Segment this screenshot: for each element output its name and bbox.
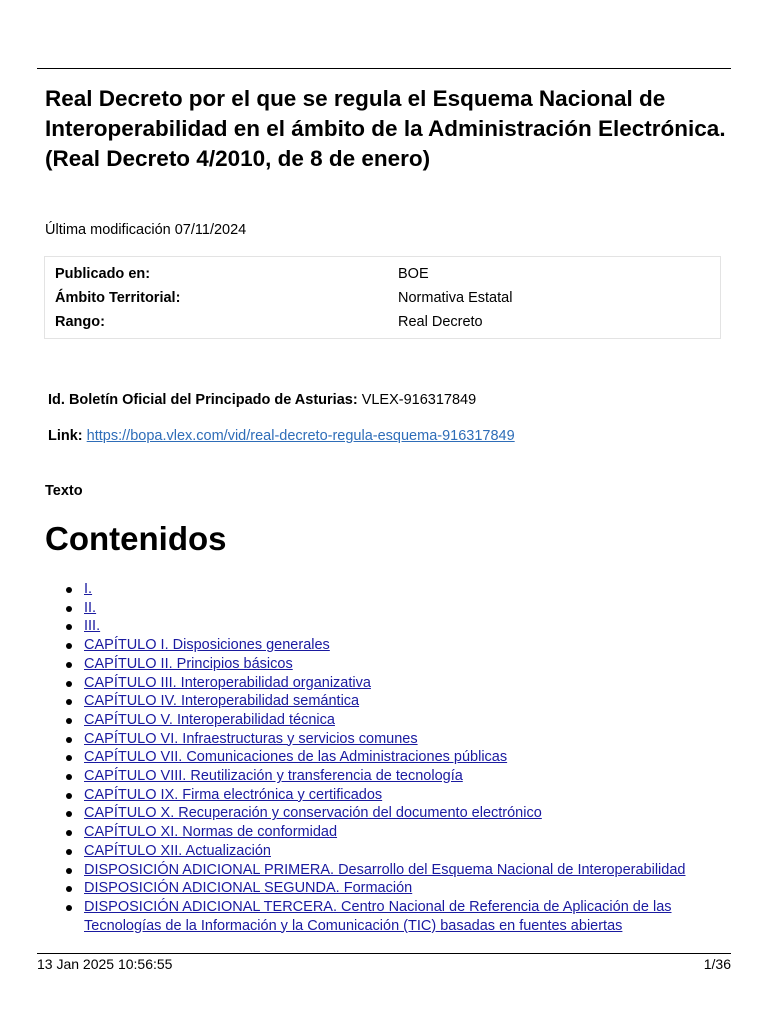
footer-timestamp: 13 Jan 2025 10:56:55 xyxy=(37,956,173,972)
toc-item xyxy=(0,674,768,693)
toc-link[interactable]: CAPÍTULO IV. Interoperabilidad semántica xyxy=(84,693,360,710)
toc-link[interactable]: CAPÍTULO VIII. Reutilización y transferencia de tecnología xyxy=(84,768,463,785)
toc-item xyxy=(0,730,768,749)
last-modified: Última modificación 07/11/2024 xyxy=(45,222,247,238)
bullet-icon xyxy=(66,868,72,874)
document-title: Real Decreto por el que se regula el Esquema Nacional de Interoperabilidad en el ámbito de la Administración Electrónica. (Real Decreto 4/2010, de 8 de enero) xyxy=(45,86,726,171)
toc-link[interactable]: DISPOSICIÓN ADICIONAL PRIMERA. Desarrollo del Esquema Nacional de Interoperabilidad xyxy=(84,861,686,878)
meta-value: Real Decreto xyxy=(398,314,483,330)
bullet-icon xyxy=(66,811,72,817)
meta-label: Rango: xyxy=(55,314,105,330)
toc-link[interactable]: CAPÍTULO V. Interoperabilidad técnica xyxy=(84,711,335,728)
top-divider xyxy=(37,68,731,69)
toc-item xyxy=(0,842,768,861)
id-label: Id. Boletín Oficial del Principado de Asturias: xyxy=(48,392,358,408)
toc-link[interactable]: CAPÍTULO VII. Comunicaciones de las Administraciones públicas xyxy=(84,749,508,766)
toc-item xyxy=(0,879,768,898)
meta-value: Normativa Estatal xyxy=(398,290,513,306)
meta-label: Publicado en: xyxy=(55,266,151,282)
toc-link[interactable]: DISPOSICIÓN ADICIONAL SEGUNDA. Formación xyxy=(84,880,413,897)
id-line xyxy=(48,392,476,408)
toc-link[interactable]: II. xyxy=(84,599,97,616)
bullet-icon xyxy=(66,606,72,612)
bullet-icon xyxy=(66,774,72,780)
id-value: VLEX-916317849 xyxy=(361,392,477,408)
bullet-icon xyxy=(66,755,72,761)
toc-item xyxy=(0,861,768,880)
toc-link[interactable]: CAPÍTULO III. Interoperabilidad organizativa xyxy=(84,674,371,691)
bullet-icon xyxy=(66,587,72,593)
bullet-icon xyxy=(66,699,72,705)
link-label: Link: xyxy=(48,428,83,444)
bullet-icon xyxy=(66,662,72,668)
toc-link[interactable]: CAPÍTULO VI. Infraestructuras y servicios comunes xyxy=(84,730,418,747)
bullet-icon xyxy=(66,830,72,836)
meta-row-ambito xyxy=(55,290,715,310)
toc-link[interactable]: CAPÍTULO X. Recuperación y conservación del documento electrónico xyxy=(84,805,542,822)
toc-item xyxy=(0,767,768,786)
toc-link[interactable]: I. xyxy=(84,581,93,597)
page-number: 1/36 xyxy=(703,956,731,972)
toc-item xyxy=(0,599,768,618)
toc-link[interactable]: III. xyxy=(84,618,101,635)
section-label: Texto xyxy=(45,483,83,499)
link-line xyxy=(48,428,515,444)
toc-item xyxy=(0,804,768,823)
meta-row-publicado xyxy=(55,266,715,286)
bullet-icon xyxy=(66,886,72,892)
meta-label: Ámbito Territorial: xyxy=(55,290,181,306)
toc-item xyxy=(0,748,768,767)
toc-link[interactable]: CAPÍTULO XI. Normas de conformidad xyxy=(84,824,338,841)
bullet-icon xyxy=(66,624,72,630)
footer-divider xyxy=(37,953,731,954)
toc-item xyxy=(0,823,768,842)
bullet-icon xyxy=(66,737,72,743)
contents-heading: Contenidos xyxy=(45,520,227,557)
toc-item xyxy=(0,655,768,674)
toc-link[interactable]: CAPÍTULO XII. Actualización xyxy=(84,842,271,859)
toc-link[interactable]: DISPOSICIÓN ADICIONAL TERCERA. Centro Nacional de Referencia de Aplicación de las Tecnologías de la Información y la Comunicación (TIC) basadas en fuentes abiertas xyxy=(84,898,672,934)
toc-item xyxy=(0,580,768,599)
toc-item xyxy=(0,617,768,636)
bullet-icon xyxy=(66,643,72,649)
toc-link[interactable]: CAPÍTULO II. Principios básicos xyxy=(84,655,293,672)
table-of-contents xyxy=(0,580,768,935)
metadata-box xyxy=(44,256,721,339)
toc-item xyxy=(0,711,768,730)
bullet-icon xyxy=(66,718,72,724)
toc-item xyxy=(0,692,768,711)
meta-value: BOE xyxy=(398,266,429,282)
toc-item xyxy=(0,786,768,805)
bullet-icon xyxy=(66,793,72,799)
meta-row-rango xyxy=(55,314,715,334)
toc-item xyxy=(0,898,768,935)
bullet-icon xyxy=(66,681,72,687)
source-link[interactable]: https://bopa.vlex.com/vid/real-decreto-regula-esquema-916317849 xyxy=(86,428,515,444)
toc-link[interactable]: CAPÍTULO I. Disposiciones generales xyxy=(84,637,330,654)
bullet-icon xyxy=(66,905,72,911)
toc-link[interactable]: CAPÍTULO IX. Firma electrónica y certificados xyxy=(84,786,383,803)
bullet-icon xyxy=(66,849,72,855)
toc-item xyxy=(0,636,768,655)
